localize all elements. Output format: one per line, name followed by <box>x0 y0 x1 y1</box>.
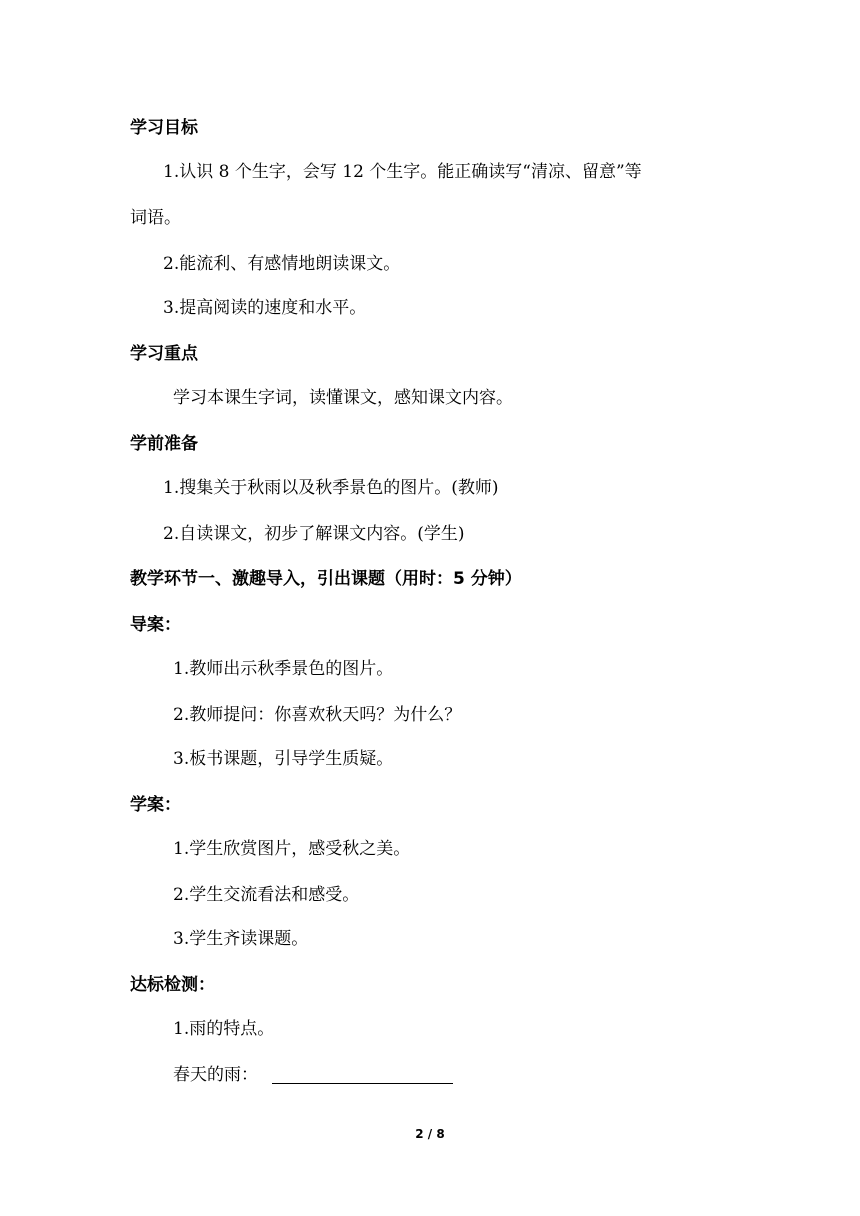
guide-item-2: 2.教师提问：你喜欢秋天吗？为什么？ <box>173 705 462 725</box>
goal-item-1-continuation: 词语。 <box>130 208 181 228</box>
guide-item-3: 3.板书课题，引导学生质疑。 <box>173 749 394 769</box>
check-spring-label: 春天的雨： <box>173 1065 258 1085</box>
prep-item-2: 2.自读课文，初步了解课文内容。(学生) <box>163 524 465 544</box>
focus-heading: 学习重点 <box>130 344 198 364</box>
learn-item-3: 3.学生齐读课题。 <box>173 929 309 949</box>
guide-item-1: 1.教师出示秋季景色的图片。 <box>173 659 394 679</box>
guide-heading: 导案： <box>130 615 181 635</box>
learn-item-1: 1.学生欣赏图片，感受秋之美。 <box>173 839 411 859</box>
goal-item-2: 2.能流利、有感情地朗读课文。 <box>163 254 401 274</box>
step-heading: 教学环节一、激趣导入，引出课题（用时：5 分钟） <box>130 569 522 589</box>
goal-item-3: 3.提高阅读的速度和水平。 <box>163 298 367 318</box>
learn-heading: 学案： <box>130 795 181 815</box>
goals-heading: 学习目标 <box>130 118 198 138</box>
prep-heading: 学前准备 <box>130 434 198 454</box>
focus-text: 学习本课生字词，读懂课文，感知课文内容。 <box>173 388 513 408</box>
learn-item-2: 2.学生交流看法和感受。 <box>173 885 360 905</box>
page-number: 2 / 8 <box>415 1127 445 1141</box>
prep-item-1: 1.搜集关于秋雨以及秋季景色的图片。(教师) <box>163 478 499 498</box>
answer-blank-line[interactable] <box>272 1083 453 1084</box>
goal-item-1: 1.认识 8 个生字，会写 12 个生字。能正确读写“清凉、留意”等 <box>163 162 642 182</box>
check-item-1: 1.雨的特点。 <box>173 1019 275 1039</box>
check-heading: 达标检测： <box>130 975 215 995</box>
